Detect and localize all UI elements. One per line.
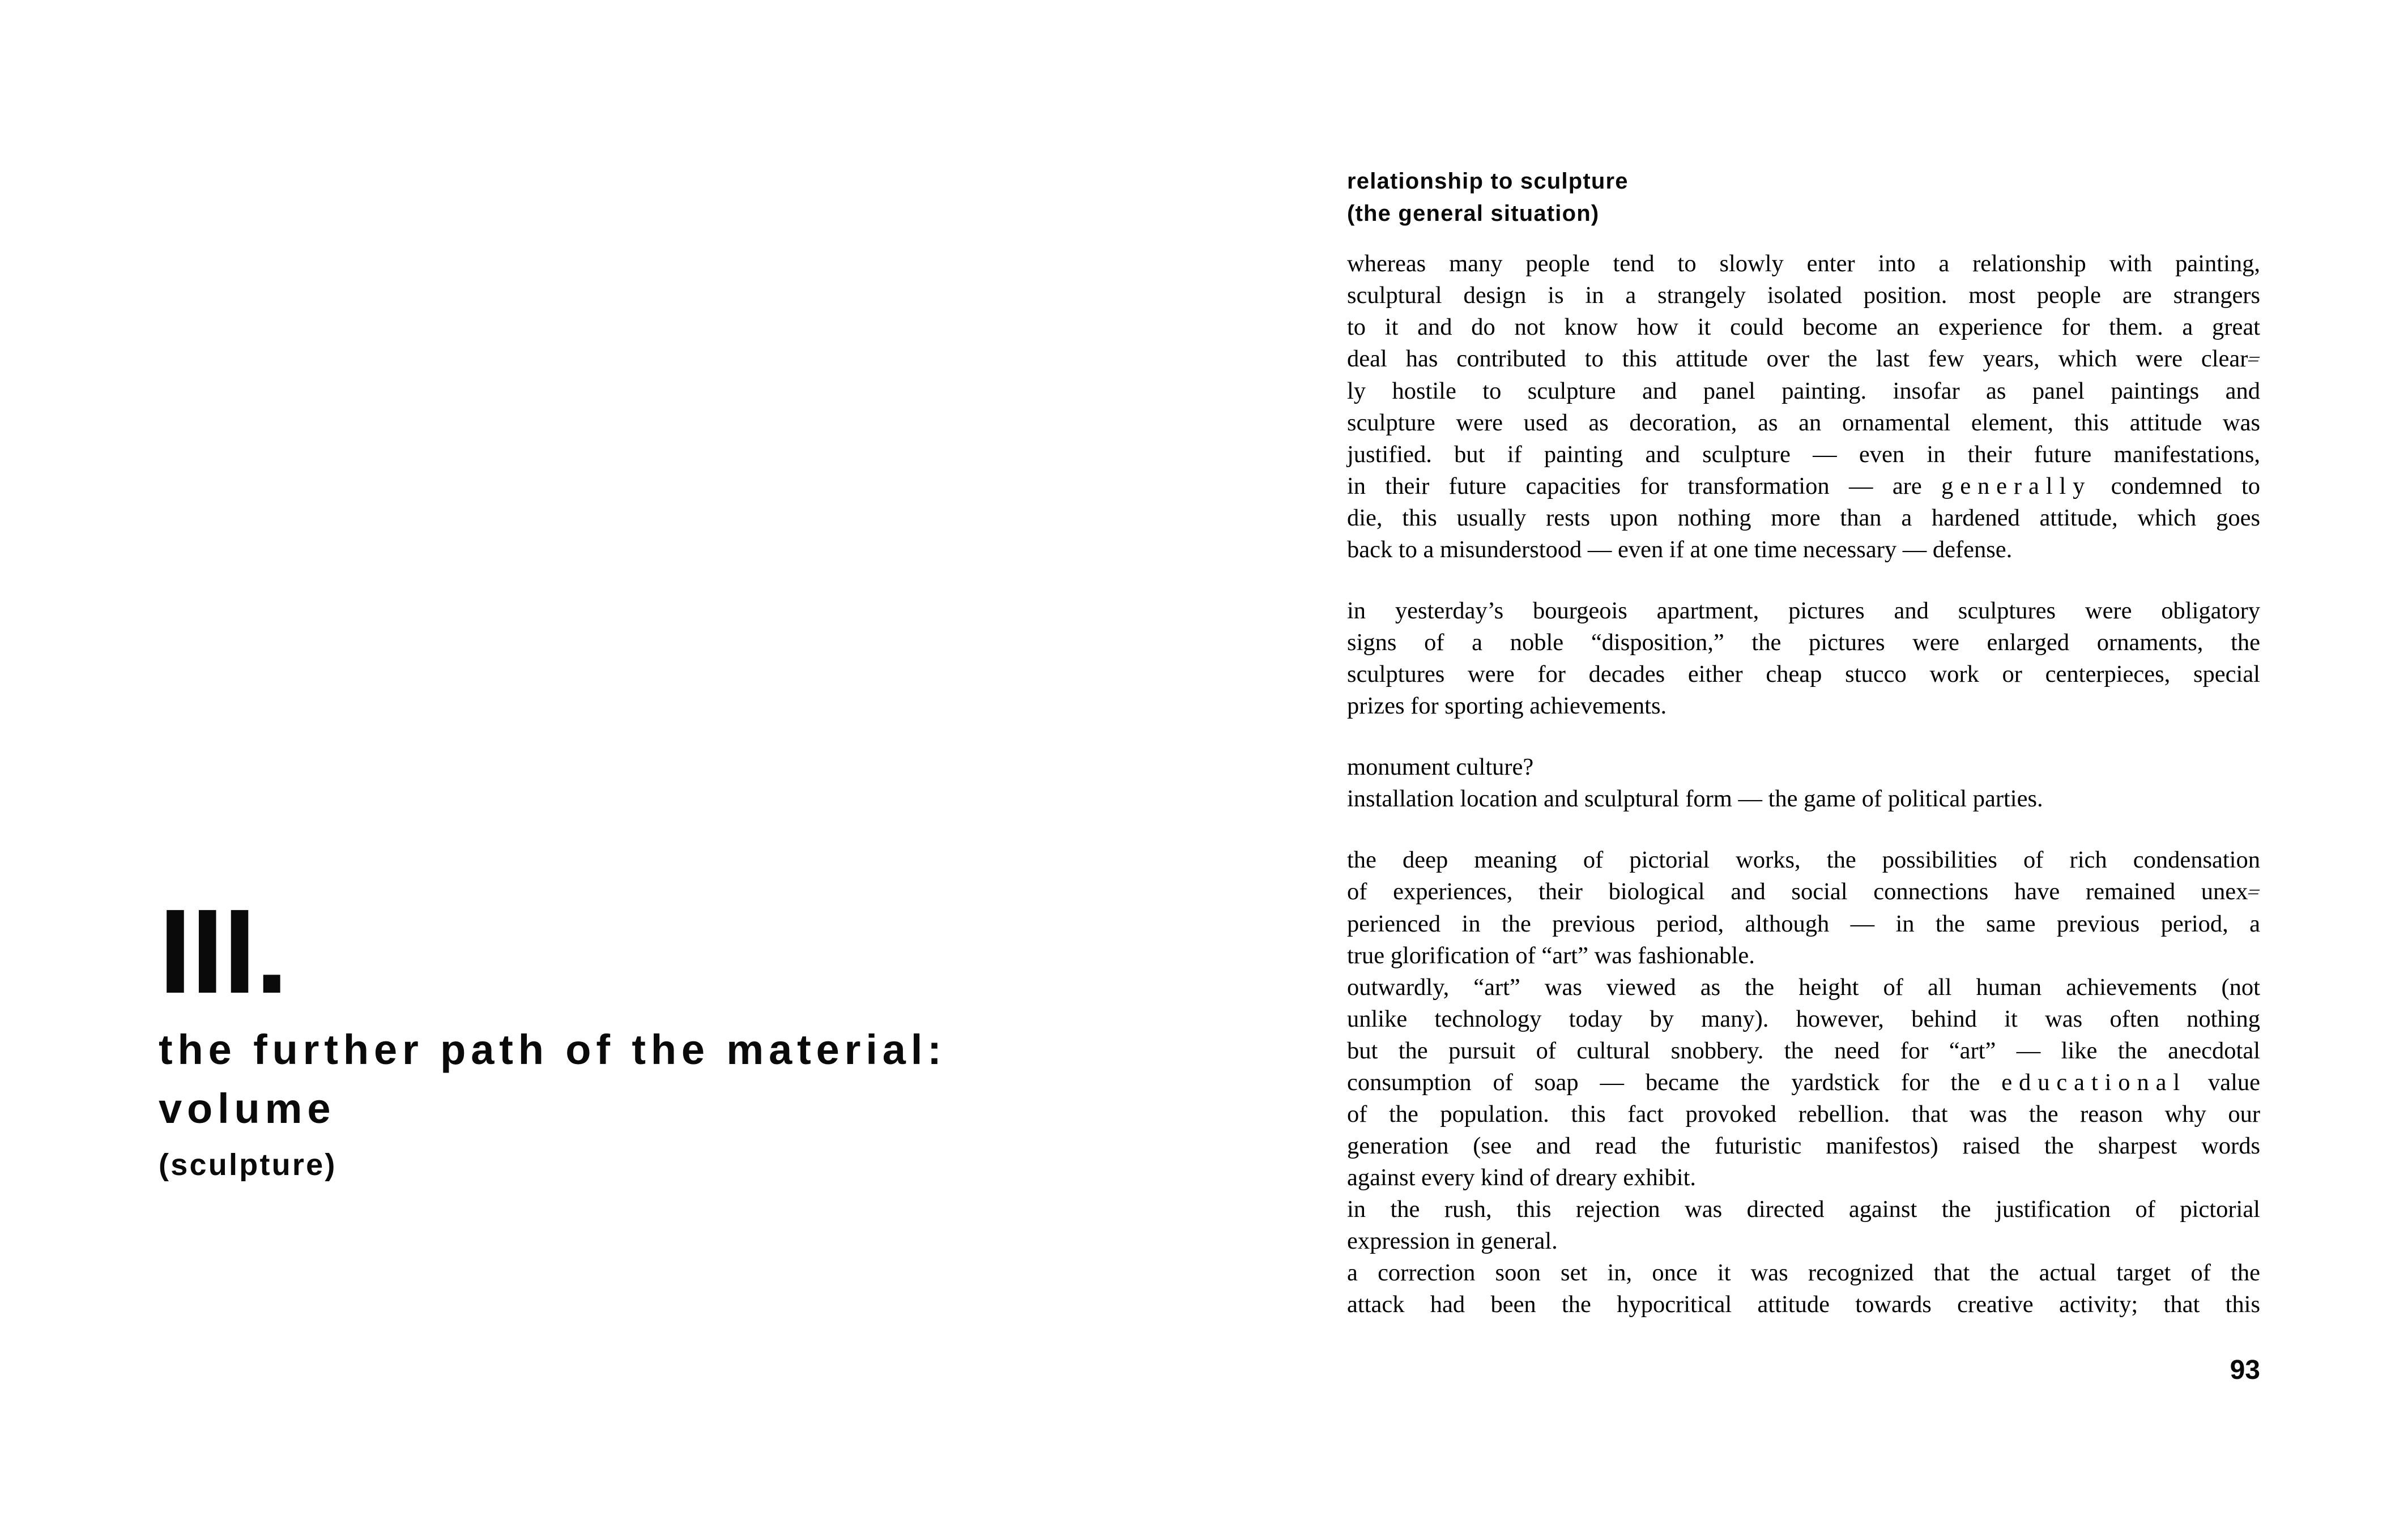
text-line: against every kind of dreary exhibit. — [1347, 1164, 1697, 1191]
paragraph — [1347, 248, 2264, 566]
text-line: deal has contributed to this attitude over the last few years, which were clear= — [1347, 343, 2260, 375]
chapter-number: III. — [159, 884, 288, 1018]
chapter-subtitle: (sculpture) — [159, 1147, 337, 1182]
text-line: whereas many people tend to slowly enter into a relationship with painting, — [1347, 250, 2260, 277]
text-line: signs of a noble “disposition,” the pictures were enlarged ornaments, the — [1347, 629, 2260, 656]
paragraph — [1347, 751, 2260, 815]
text-line: expression in general. — [1347, 1228, 1558, 1254]
text-line: in the rush, this rejection was directed against the justification of pictorial — [1347, 1196, 2260, 1223]
chapter-title-line1: the further path of the material: — [159, 1026, 947, 1073]
text-line: installation location and sculptural form — the game of political parties. — [1347, 785, 2043, 812]
text-line: unlike technology today by many). however, behind it was often nothing — [1347, 1006, 2260, 1032]
chapter-title-line2: volume — [159, 1084, 336, 1132]
text-line: sculptural design is in a strangely isolated position. most people are strangers — [1347, 282, 2260, 309]
paragraph — [1347, 844, 2264, 1321]
double-oblique-hyphen: = — [2244, 882, 2264, 903]
text-line: true glorification of “art” was fashionable. — [1347, 942, 1755, 969]
text-line: ly hostile to sculpture and panel painting. insofar as panel paintings and — [1347, 378, 2260, 404]
text-line: monument culture? — [1347, 754, 1534, 780]
text-line: die, this usually rests upon nothing more than a hardened attitude, which goes — [1347, 505, 2260, 531]
text-line: in yesterday’s bourgeois apartment, pictures and sculptures were obligatory — [1347, 597, 2260, 624]
text-line: to it and do not know how it could become an experience for them. a great — [1347, 314, 2260, 340]
text-line: attack had been the hypocritical attitude towards creative activity; that this — [1347, 1291, 2260, 1318]
text-line: back to a misunderstood — even if at one time necessary — defense. — [1347, 536, 2013, 563]
text-line: in their future capacities for transformation — are generally condemned to — [1347, 473, 2260, 499]
text-line: outwardly, “art” was viewed as the height of all human achievements (not — [1347, 974, 2260, 1001]
text-line: justified. but if painting and sculpture — even in their future manifestations, — [1347, 441, 2260, 468]
section-heading — [1347, 165, 2260, 230]
text-line: prizes for sporting achievements. — [1347, 693, 1667, 719]
text-line: consumption of soap — became the yardstick for the educational value — [1347, 1069, 2260, 1096]
double-oblique-hyphen: = — [2244, 349, 2264, 370]
text-line: a correction soon set in, once it was recognized that the actual target of the — [1347, 1259, 2260, 1286]
text-line: perienced in the previous period, although — in the same previous period, a — [1347, 911, 2260, 937]
page-number: 93 — [2230, 1355, 2260, 1385]
section-heading-line1: relationship to sculpture — [1347, 169, 1629, 194]
paragraph — [1347, 595, 2260, 722]
text-line: the deep meaning of pictorial works, the possibilities of rich condensation — [1347, 847, 2260, 873]
text-line: of the population. this fact provoked rebellion. that was the reason why our — [1347, 1101, 2260, 1127]
text-line: sculptures were for decades either cheap stucco work or centerpieces, special — [1347, 661, 2260, 687]
text-line: generation (see and read the futuristic manifestos) raised the sharpest words — [1347, 1133, 2260, 1159]
section-heading-line2: (the general situation) — [1347, 201, 1600, 226]
text-line: sculpture were used as decoration, as an ornamental element, this attitude was — [1347, 409, 2260, 436]
text-line: but the pursuit of cultural snobbery. the need for “art” — like the anecdotal — [1347, 1037, 2260, 1064]
chapter-title — [159, 1020, 947, 1138]
text-line: of experiences, their biological and social connections have remained unex= — [1347, 876, 2260, 908]
body-text — [1347, 248, 2264, 1321]
left-page-chapter-block — [159, 884, 947, 1185]
